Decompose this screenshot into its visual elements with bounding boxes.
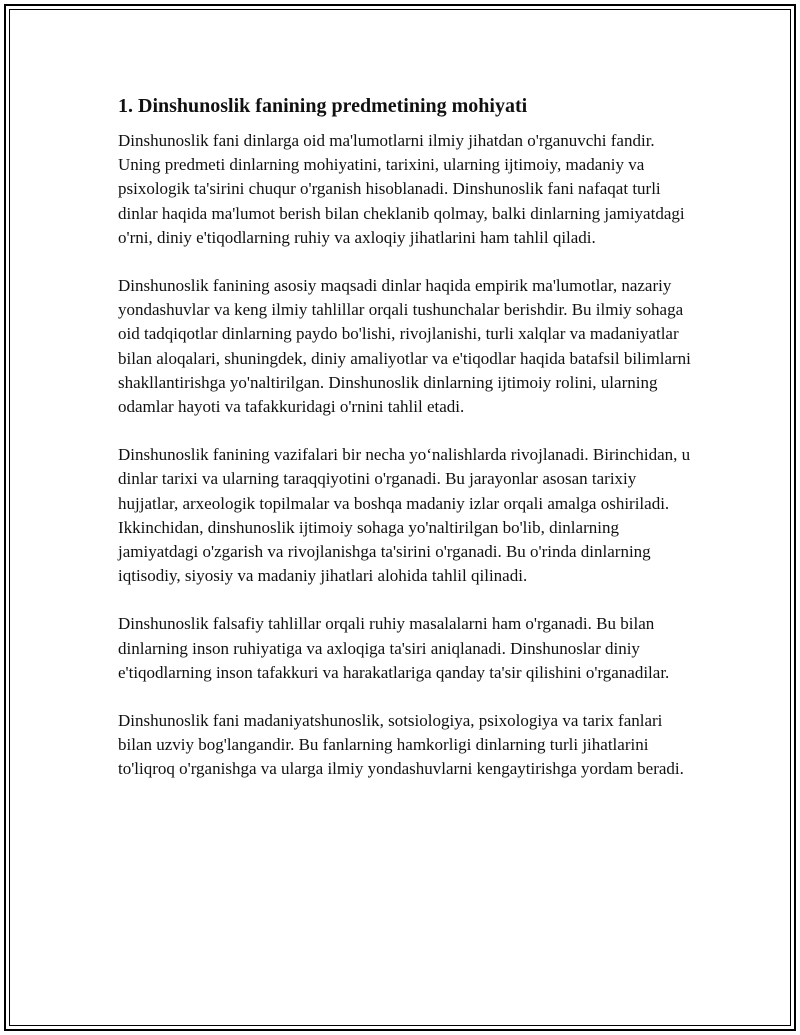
paragraph-3: Dinshunoslik fanining vazifalari bir necha yo‘nalishlarda rivojlanadi. Birinchidan, u dinlar tarixi va ularning taraqqiyotini o'rganadi. Bu jarayonlar asosan tarixiy hujjatlar, arxeologik topilmalar va boshqa madaniy izlar orqali amalga oshiriladi. Ikkinchidan, dinshunoslik ijtimoiy sohaga yo'naltirilgan bo'lib, dinlarning jamiyatdagi o'zgarish va rivojlanishga ta'sirini o'rganadi. Bu o'rinda dinlarning iqtisodiy, siyosiy va madaniy jihatlari alohida tahlil qilinadi. bbox=[118, 445, 691, 586]
paragraph-5: Dinshunoslik fani madaniyatshunoslik, sotsiologiya, psixologiya va tarix fanlari bilan uzviy bog'langandir. Bu fanlarning hamkorligi dinlarning turli jihatlarini to'liqroq o'rganishga va ularga ilmiy yondashuvlarni kengaytirishga yordam beradi. bbox=[118, 711, 684, 779]
paragraph-2: Dinshunoslik fanining asosiy maqsadi dinlar haqida empirik ma'lumotlar, nazariy yondashuvlar va keng ilmiy tahlillar orqali tushunchalar berishdir. Bu ilmiy sohaga oid tadqiqotlar dinlarning paydo bo'lishi, rivojlanishi, turli xalqlar va madaniyatlar bilan aloqalari, shuningdek, diniy amaliyotlar va e'tiqodlar haqida batafsil bilimlarni shakllantirishga yo'naltirilgan. Dinshunoslik dinlarning ijtimoiy rolini, ularning odamlar hayoti va tafakkuridagi o'rnini tahlil etadi. bbox=[118, 276, 691, 417]
paragraph-4: Dinshunoslik falsafiy tahlillar orqali ruhiy masalalarni ham o'rganadi. Bu bilan dinlarning inson ruhiyatiga va axloqiga ta'siri aniqlanadi. Dinshunoslar diniy e'tiqodlarning inson tafakkuri va harakatlariga qanday ta'sir qilishini o'rganadilar. bbox=[118, 614, 670, 682]
document-body bbox=[118, 93, 698, 782]
section-heading: 1. Dinshunoslik fanining predmetining mohiyati bbox=[118, 95, 528, 117]
paragraph-1: Dinshunoslik fani dinlarga oid ma'lumotlarni ilmiy jihatdan o'rganuvchi fandir. Uning predmeti dinlarning mohiyatini, tarixini, ularning ijtimoiy, madaniy va psixologik ta'sirini chuqur o'rganish hisoblanadi. Dinshunoslik fani nafaqat turli dinlar haqida ma'lumot berish bilan cheklanib qolmay, balki dinlarning jamiyatdagi o'rni, diniy e'tiqodlarning ruhiy va axloqiy jihatlarini ham tahlil qiladi. bbox=[118, 131, 685, 247]
